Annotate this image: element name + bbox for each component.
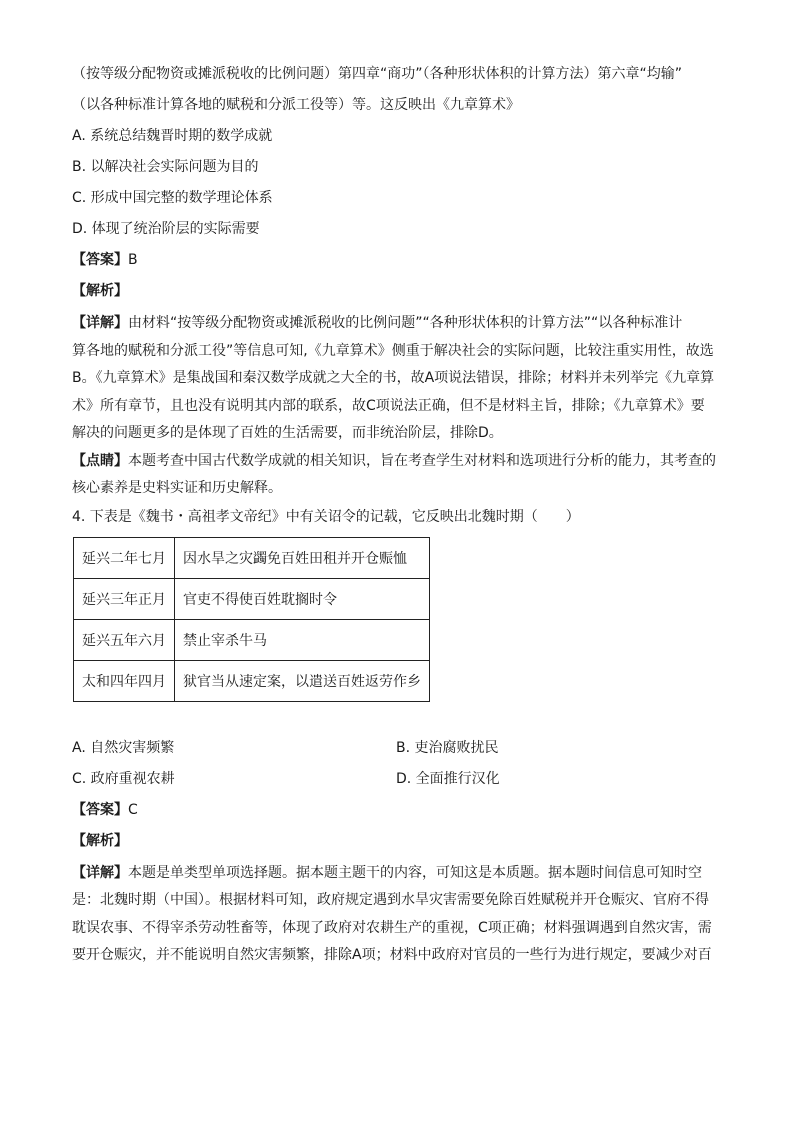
q3-comment-line-2: 核心素养是史料实证和历史解释。 [72, 480, 282, 496]
table-cell-date: 太和四年四月 [74, 660, 175, 701]
detail-tag: 【详解】 [72, 315, 128, 331]
q4-detail-line-3: 耽误农事、不得宰杀劳动牲畜等，体现了政府对农耕生产的重视，C项正确；材料强调遇到自然灾害，需 [72, 919, 712, 936]
table-cell-edict: 禁止宰杀牛马 [175, 619, 430, 660]
q3-detail-line-1: 【详解】由材料“按等级分配物资或摊派税收的比例问题”“各种形状体积的计算方法”“以各种标准计 [72, 315, 683, 331]
q3-detail-line-5: 解决的问题更多的是体现了百姓的生活需要，而非统治阶层，排除D。 [72, 425, 503, 441]
q4-table [73, 537, 430, 702]
detail-tag: 【详解】 [72, 864, 128, 881]
q3-stem-line-1: （按等级分配物资或摊派税收的比例问题）第四章“商功”（各种形状体积的计算方法）第六章“均输” [72, 66, 683, 82]
table-row [74, 660, 430, 701]
q4-stem: 4. 下表是《魏书・高祖孝文帝纪》中有关诏令的记载，它反映出北魏时期（ ） [72, 508, 580, 525]
q4-detail-line-2: 是：北魏时期（中国）。根据材料可知，政府规定遇到水旱灾害需要免除百姓赋税并开仓赈灾、官府不得 [72, 892, 709, 908]
document-page [72, 64, 724, 970]
q3-detail-line-3: B。《九章算术》是集战国和秦汉数学成就之大全的书，故A项说法错误，排除；材料并未列举完《九章算 [72, 370, 715, 386]
q3-detail-line-2: 算各地的赋税和分派工役”等信息可知,《九章算术》侧重于解决社会的实际问题，比较注重实用性，故选 [72, 342, 714, 359]
q4-option-c: C. 政府重视农耕 [72, 770, 175, 787]
q4-answer [72, 800, 724, 821]
q3-analysis-tag: 【解析】 [72, 283, 128, 299]
comment-tag: 【点睛】 [72, 452, 128, 469]
q3-option-d: D. 体现了统治阶层的实际需要 [72, 221, 260, 237]
table-row [74, 578, 430, 619]
q4-analysis-tag: 【解析】 [72, 832, 128, 849]
answer-tag: 【答案】 [72, 252, 128, 268]
q3-option-c: C. 形成中国完整的数学理论体系 [72, 190, 273, 206]
q4-options-row-1 [72, 738, 724, 759]
table-cell-date: 延兴三年正月 [74, 578, 175, 619]
table-row [74, 619, 430, 660]
answer-value: C [128, 801, 138, 818]
table-cell-edict: 官吏不得使百姓耽搁时令 [175, 578, 430, 619]
q4-options-row-2 [72, 769, 724, 790]
answer-tag: 【答案】 [72, 801, 128, 818]
q3-comment [72, 448, 724, 503]
q3-option-b: B. 以解决社会实际问题为目的 [72, 159, 259, 175]
q4-detail-line-4: 要开仓赈灾，并不能说明自然灾害频繁，排除A项；材料中政府对官员的一些行为进行规定，要减少对百 [72, 947, 712, 963]
table-cell-edict: 因水旱之灾蠲免百姓田租并开仓赈恤 [175, 537, 430, 578]
q3-stem-line-2: （以各种标准计算各地的赋税和分派工役等）等。这反映出《九章算术》 [72, 97, 520, 113]
table-cell-edict: 狱官当从速定案，以遣送百姓返劳作乡 [175, 660, 430, 701]
q3-comment-line-1: 【点睛】本题考查中国古代数学成就的相关知识，旨在考查学生对材料和选项进行分析的能力，其考查的 [72, 452, 716, 469]
q3-option-a: A. 系统总结魏晋时期的数学成就 [72, 128, 273, 144]
q4-detail [72, 860, 724, 970]
table-cell-date: 延兴五年六月 [74, 619, 175, 660]
q4-option-a: A. 自然灾害频繁 [72, 739, 175, 756]
q4-option-b: B. 吏治腐败扰民 [396, 739, 499, 756]
q3-detail [72, 310, 724, 448]
q4-option-d: D. 全面推行汉化 [396, 770, 500, 787]
q4-detail-line-1: 【详解】本题是单类型单项选择题。据本题主题干的内容，可知这是本质题。据本题时间信息可知时空 [72, 864, 702, 881]
table-cell-date: 延兴二年七月 [74, 537, 175, 578]
q3-answer [72, 250, 724, 271]
q3-detail-line-4: 术》所有章节，且也没有说明其内部的联系，故C项说法正确，但不是材料主旨，排除；《九章算术》要 [72, 397, 705, 414]
table-row [74, 537, 430, 578]
answer-value: B [128, 252, 138, 268]
